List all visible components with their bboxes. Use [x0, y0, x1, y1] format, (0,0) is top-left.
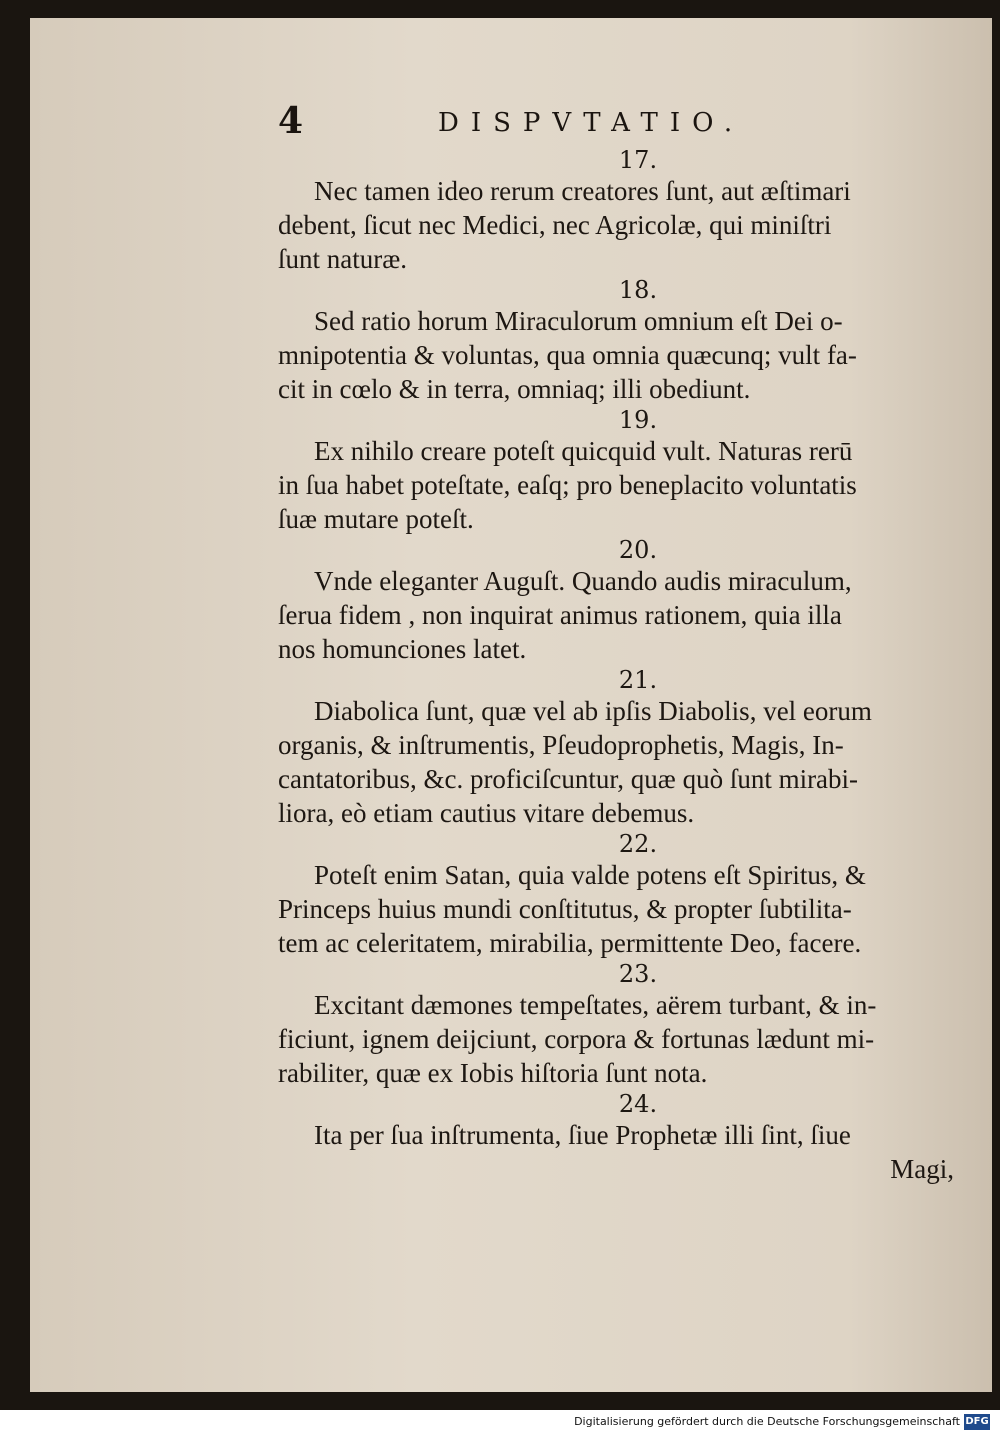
footer-bar: [0, 1410, 1000, 1436]
text-line: Ex nihilo creare poteſt quicquid vult. Naturas rerū: [314, 436, 853, 466]
text-line: Diabolica ſunt, quæ vel ab ipſis Diabolis, vel eorum: [314, 696, 872, 726]
text-line: Princeps huius mundi conſtitutus, & propter ſubtilita-: [278, 894, 852, 924]
section-20: [278, 536, 958, 666]
text-line: Poteſt enim Satan, quia valde potens eſt Spiritus, &: [314, 860, 866, 890]
text-line: tem ac celeritatem, mirabilia, permittente Deo, facere.: [278, 928, 862, 958]
section-21: [278, 666, 958, 830]
section-number: 17.: [618, 146, 658, 174]
page-body: [278, 146, 958, 1186]
text-line: Ita per ſua inſtrumenta, ſiue Prophetæ illi ſint, ſiue: [314, 1120, 851, 1150]
page-header: [278, 100, 818, 146]
text-line: Sed ratio horum Miraculorum omnium eſt Dei o-: [314, 306, 843, 336]
text-line: debent, ſicut nec Medici, nec Agricolæ, qui miniſtri: [278, 210, 832, 240]
text-line: ficiunt, ignem deijciunt, corpora & fortunas lædunt mi-: [278, 1024, 875, 1054]
text-line: ſuæ mutare poteſt.: [278, 504, 474, 534]
section-22: [278, 830, 958, 960]
section-18: [278, 276, 958, 406]
text-line: mnipotentia & voluntas, qua omnia quæcunq; vult fa-: [278, 340, 857, 370]
text-line: Excitant dæmones tempeſtates, aërem turbant, & in-: [314, 990, 877, 1020]
text-line: cantatoribus, &c. proficiſcuntur, quæ quò ſunt mirabi-: [278, 764, 859, 794]
section-number: 18.: [618, 276, 658, 304]
paragraph: [278, 434, 958, 536]
section-17: [278, 146, 958, 276]
text-line: cit in cœlo & in terra, omniaq; illi obediunt.: [278, 374, 751, 404]
paragraph: [278, 988, 958, 1090]
section-number: 20.: [618, 536, 658, 564]
text-line: ſunt naturæ.: [278, 244, 407, 274]
text-line: rabiliter, quæ ex Iobis hiſtoria ſunt nota.: [278, 1058, 708, 1088]
page-number: 4: [278, 100, 304, 142]
section-23: [278, 960, 958, 1090]
text-line: in ſua habet poteſtate, eaſq; pro beneplacito voluntatis: [278, 470, 857, 500]
running-title: DISPVTATIO.: [438, 108, 745, 138]
section-number: 22.: [618, 830, 658, 858]
section-number: 19.: [618, 406, 658, 434]
section-number: 21.: [618, 666, 658, 694]
paragraph: [278, 174, 958, 276]
paragraph: [278, 564, 958, 666]
paragraph: [278, 694, 958, 830]
text-line: Nec tamen ideo rerum creatores ſunt, aut æſtimari: [314, 176, 851, 206]
paragraph: [278, 304, 958, 406]
text-line: nos homunciones latet.: [278, 634, 527, 664]
catchword: Magi,: [890, 1154, 954, 1184]
section-number: 23.: [618, 960, 658, 988]
text-line: liora, eò etiam cautius vitare debemus.: [278, 798, 695, 828]
dfg-logo-icon: DFG: [964, 1414, 990, 1430]
text-line: ſerua fidem , non inquirat animus rationem, quia illa: [278, 600, 842, 630]
paragraph: [278, 1118, 958, 1186]
text-line: organis, & inſtrumentis, Pſeudoprophetis, Magis, In-: [278, 730, 844, 760]
section-24: [278, 1090, 958, 1186]
section-19: [278, 406, 958, 536]
funding-credit: Digitalisierung gefördert durch die Deutsche Forschungsgemeinschaft: [574, 1415, 960, 1428]
text-line: Vnde eleganter Auguſt. Quando audis miraculum,: [314, 566, 852, 596]
section-number: 24.: [618, 1090, 658, 1118]
paragraph: [278, 858, 958, 960]
